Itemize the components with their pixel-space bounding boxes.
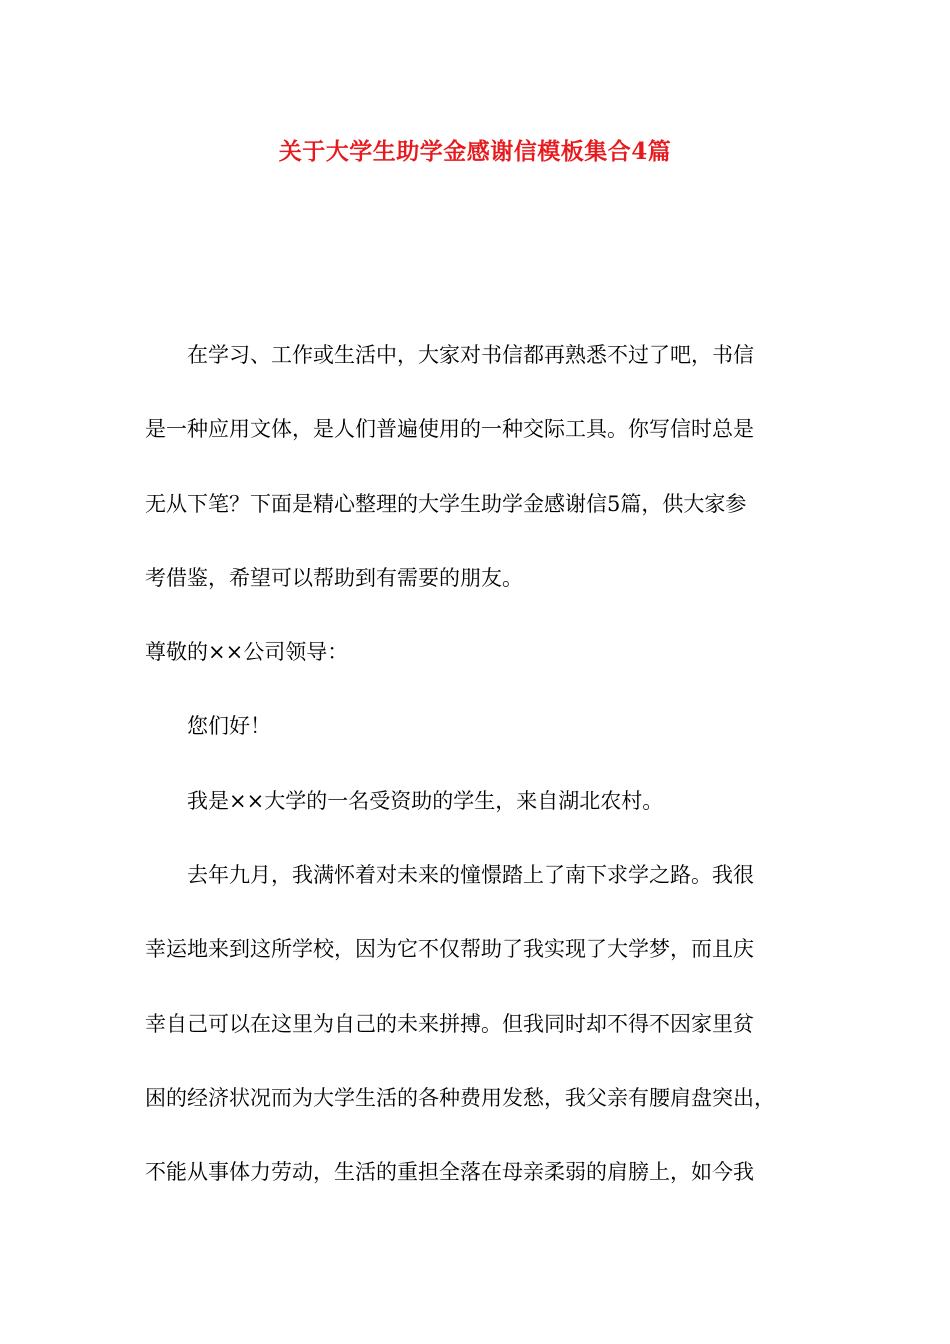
text-line: 不能从事体力劳动，生活的重担全落在母亲柔弱的肩膀上，如今我 [145, 1160, 754, 1185]
text-line: 幸运地来到这所学校，因为它不仅帮助了我实现了大学梦，而且庆 [145, 937, 754, 962]
paragraph-self-intro [145, 764, 825, 838]
document-body [145, 318, 825, 1210]
text-line: 您们好！ [187, 714, 271, 739]
paragraph-greeting [145, 689, 825, 763]
document-title: 关于大学生助学金感谢信模板集合4篇 [278, 138, 672, 165]
paragraph-intro [145, 318, 825, 615]
text-line: 我是××大学的一名受资助的学生，来自湖北农村。 [187, 788, 664, 813]
text-line: 在学习、工作或生活中，大家对书信都再熟悉不过了吧，书信 [187, 343, 754, 367]
text-line: 是一种应用文体，是人们普遍使用的一种交际工具。你写信时总是 [145, 417, 754, 442]
text-line: 困的经济状况而为大学生活的各种费用发愁，我父亲有腰肩盘突出， [145, 1085, 775, 1110]
text-line: 去年九月，我满怀着对未来的憧憬踏上了南下求学之路。我很 [187, 863, 754, 888]
text-line: 幸自己可以在这里为自己的未来拼搏。但我同时却不得不因家里贫 [145, 1011, 754, 1036]
paragraph-story [145, 838, 825, 1209]
text-line: 无从下笔？下面是精心整理的大学生助学金感谢信5篇，供大家参 [145, 491, 747, 516]
text-line: 考借鉴，希望可以帮助到有需要的朋友。 [145, 565, 523, 590]
paragraph-salutation [145, 615, 825, 689]
text-line: 尊敬的××公司领导： [145, 640, 349, 665]
